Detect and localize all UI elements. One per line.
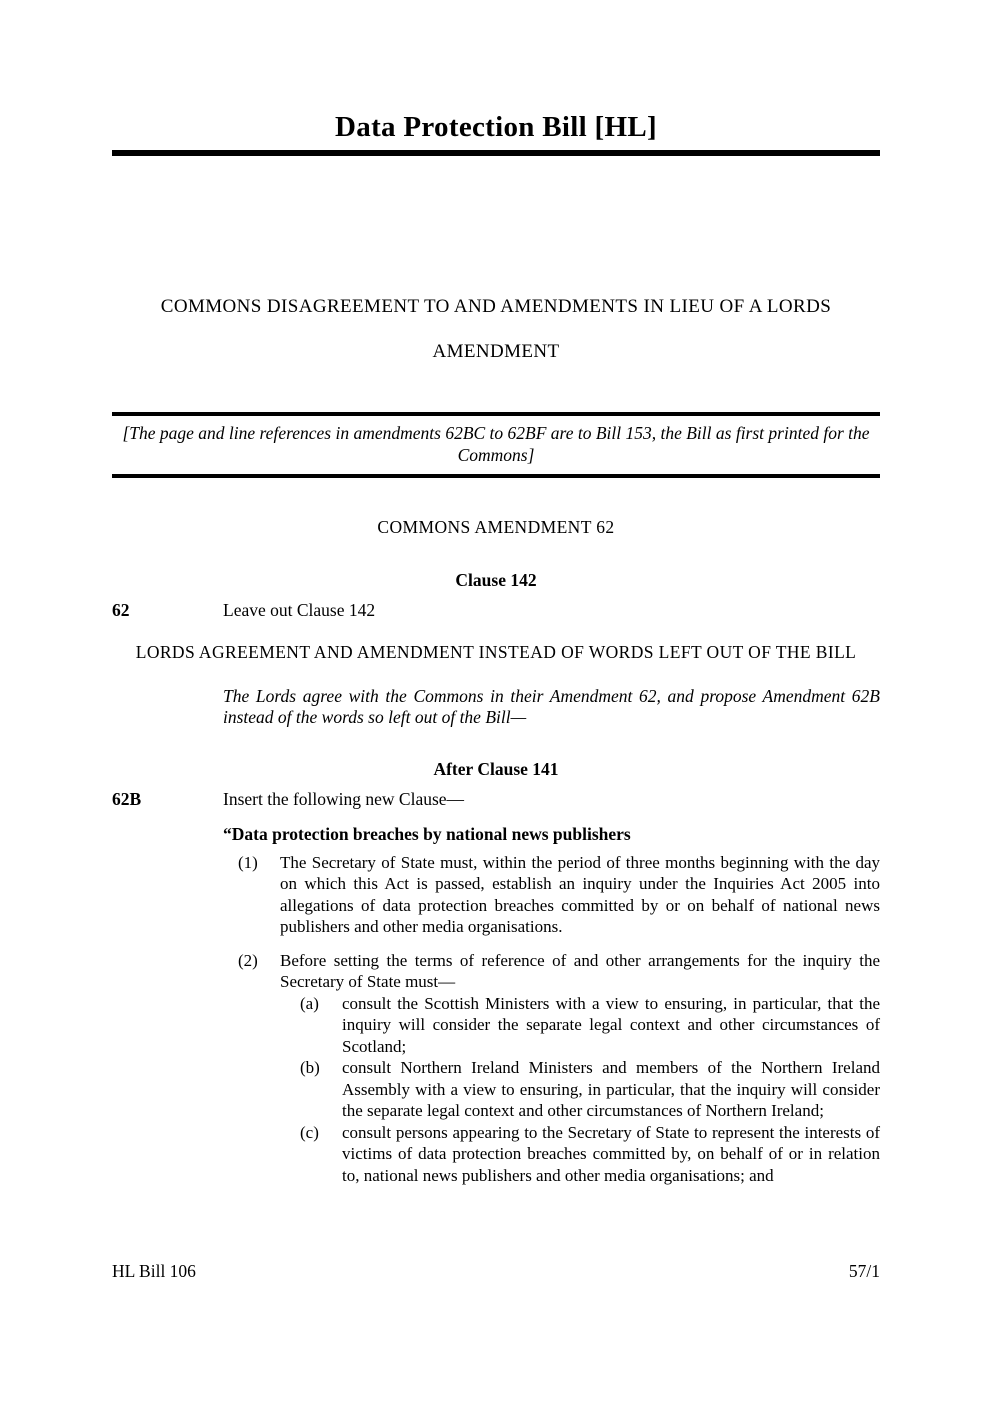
page-footer: [112, 1261, 880, 1282]
paragraph-1-text: The Secretary of State must, within the period of three months beginning with the day on which this Act is passed, establish an inquiry under the Inquiries Act 2005 into allegations of data protection breaches committed by or on behalf of national news publishers and other media organisations.: [280, 852, 880, 936]
subitem-b: [300, 1057, 880, 1122]
subitem-b-letter: (b): [300, 1058, 320, 1077]
clause-142-heading: Clause 142: [455, 570, 537, 590]
reference-note-rule-bottom: [112, 474, 880, 478]
subitem-c-text: consult persons appearing to the Secretary of State to represent the interests of victims of data protection breaches committed by, on behalf of or in relation to, national news publishers and other media organisations; and: [342, 1122, 880, 1185]
amendment-62-row: [112, 600, 880, 622]
title-rule: [112, 150, 880, 156]
footer-bill-number: HL Bill 106: [112, 1261, 196, 1281]
subitem-a-letter: (a): [300, 993, 319, 1013]
paragraph-2-number: (2): [238, 950, 258, 970]
subitem-a: [300, 993, 880, 1058]
amendment-62b-number: 62B: [112, 788, 142, 809]
amendment-62b-instruction: Insert the following new Clause—: [223, 788, 465, 809]
session-heading-line-1: COMMONS DISAGREEMENT TO AND AMENDMENTS IN LIEU OF A LORDS: [160, 296, 832, 317]
session-heading-line-2: AMENDMENT: [432, 341, 560, 362]
paragraph-2-text: Before setting the terms of reference of and other arrangements for the inquiry the Secretary of State must—: [280, 950, 880, 991]
subitem-c-letter: (c): [300, 1122, 319, 1142]
new-clause-title: “Data protection breaches by national news publishers: [223, 824, 631, 844]
clause-paragraph-2: [238, 950, 880, 1187]
amendment-62-instruction: Leave out Clause 142: [223, 600, 376, 620]
subitem-b-text: consult Northern Ireland Ministers and members of the Northern Ireland Assembly with a view to ensuring, in particular, that the inquiry will consider the separate legal context and other circumstances of Northern Ireland;: [342, 1058, 880, 1120]
lords-agreement-note: The Lords agree with the Commons in their Amendment 62, and propose Amendment 62B instead of the words so left out of the Bill—: [223, 685, 880, 727]
paragraph-1-number: (1): [238, 852, 258, 872]
commons-amendment-heading: COMMONS AMENDMENT 62: [377, 517, 615, 537]
subitem-a-text: consult the Scottish Ministers with a view to ensuring, in particular, that the inquiry will consider the separate legal context and other circumstances of Scotland;: [342, 993, 880, 1056]
subitem-c: [300, 1122, 880, 1187]
bill-title: Data Protection Bill [HL]: [335, 111, 657, 143]
footer-page-reference: 57/1: [848, 1261, 880, 1281]
lords-agreement-heading: LORDS AGREEMENT AND AMENDMENT INSTEAD OF WORDS LEFT OUT OF THE BILL: [135, 641, 857, 662]
session-heading: [112, 284, 880, 374]
clause-paragraph-1: [238, 852, 880, 938]
reference-note-text: [The page and line references in amendments 62BC to 62BF are to Bill 153, the Bill as first printed for the Commons]: [122, 423, 870, 465]
after-clause-141-heading: After Clause 141: [433, 758, 559, 779]
amendment-62b-row: [112, 789, 880, 811]
amendment-62-number: 62: [112, 600, 130, 620]
reference-note-box: [112, 412, 880, 478]
